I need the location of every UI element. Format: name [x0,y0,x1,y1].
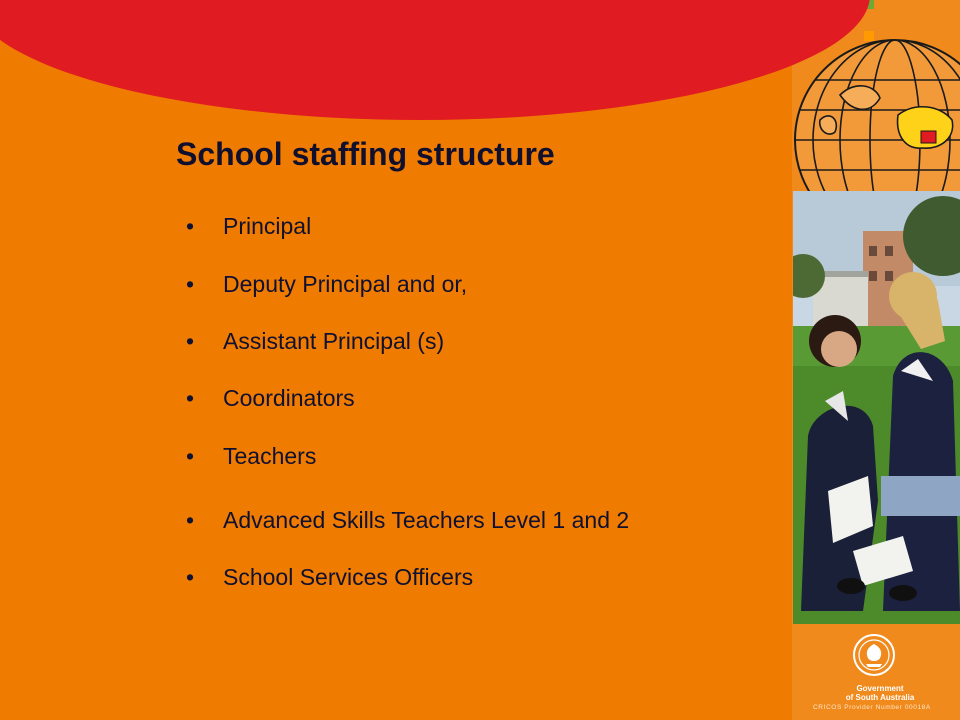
bullet-dot: • [186,385,195,411]
sa-government-crest-icon [850,632,898,678]
government-logo-text [845,684,915,702]
bullet-dot: • [186,564,195,590]
bullet-dot: • [186,213,195,239]
list-item-label: School Services Officers [223,564,474,590]
bullet-dot: • [186,328,195,354]
list-item-label: Deputy Principal and or, [223,271,468,297]
bullet-dot: • [186,271,195,297]
students-photo [793,191,960,624]
gov-line-2: of South Australia [845,693,915,702]
list-item-label: Principal [223,213,312,239]
cricos-provider-number: CRICOS Provider Number 00018A [813,704,931,711]
list-item-label: Assistant Principal (s) [223,328,445,354]
list-item-label: Coordinators [223,385,355,411]
list-item-label: Advanced Skills Teachers Level 1 and 2 [223,507,630,533]
slide-title: School staffing structure [176,136,555,172]
list-item-label: Teachers [223,443,317,469]
bullet-dot: • [186,507,195,533]
gov-line-1: Government [856,684,904,693]
bullet-dot: • [186,443,195,469]
